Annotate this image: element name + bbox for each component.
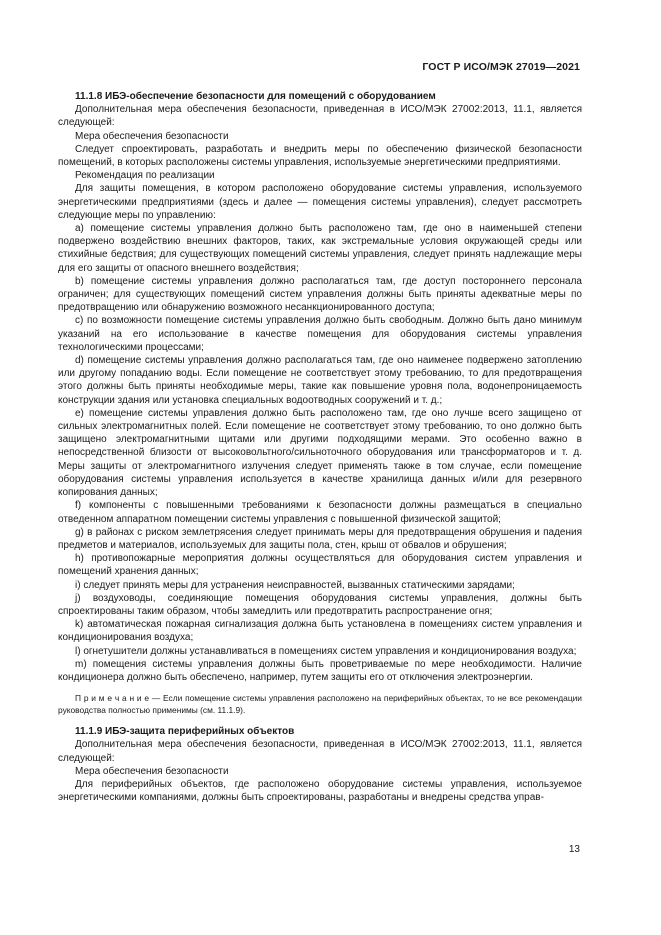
page-number: 13 (568, 844, 580, 855)
section-intro-2: Дополнительная мера обеспечения безопасности, приведенная в ИСО/МЭК 27002:2013, 11.1, является следующей: (58, 739, 582, 764)
measure-label-2: Мера обеспечения безопасности (75, 765, 229, 777)
list-item-h: h) противопожарные мероприятия должны осуществляться для оборудования систем управления и помещений хранения данных; (58, 553, 582, 578)
list-item-m: m) помещения системы управления должны быть проветриваемые по мере необходимости. Наличие кондиционера должно быть обеспечено, например, путем защиты его от отключения электроэнергии. (58, 658, 582, 683)
measure-text-2: Для периферийных объектов, где расположено оборудование системы управления, используемое энергетическими компаниями, должны быть спроектированы, разработаны и внедрены средства управ- (58, 778, 582, 804)
list-item-d: d) помещение системы управления должно располагаться там, где оно наименее подвержено затоплению или другому попаданию воды. Если помещение не соответствует этому требованию, то для предотвращения этого должны быть приняты необходимые меры, такие как повышение уровня пола, водонепроницаемость конструкции здания или установка специальных водоотводных сооружений и т. д.; (58, 355, 582, 406)
list-item-g: g) в районах с риском землетрясения следует принимать меры для предотвращения обрушения и падения предметов и материалов, используемых для защиты пола, стен, крыш от обвалов и обрушения; (58, 526, 582, 551)
list-item-e: e) помещение системы управления должно быть расположено там, где оно лучше всего защищено от сильных электромагнитных полей. Если помещение не соответствует этому требованию, то оно должно быть защищено электромагнитными щитами или другими подходящими мерами. Это особенно важно в непосредственной близости от высоковольтного/сильноточного оборудования или трансформаторов и т. д. Меры защиты от электромагнитного излучения следует применять также в том случае, если помещение оборудования системы управления используется в качестве хранилища данных и/или для резервного копирования данных; (58, 407, 582, 499)
note-paragraph: П р и м е ч а н и е — Если помещение системы управления расположено на периферийных объектах, то не все рекомендации руководства полностью применимы (см. 11.1.9). (58, 693, 582, 716)
list-item-b: b) помещение системы управления должно располагаться там, где доступ постороннего персонала ограничен; для существующих помещений систем управления должны быть приняты адекватные меры по предотвращению или обнаружению возможного несанкционированного доступа; (58, 275, 582, 314)
recommendation-label: Рекомендация по реализации (75, 170, 215, 182)
section-heading-11-1-8: 11.1.8 ИБЭ-обеспечение безопасности для помещений с оборудованием (75, 91, 436, 102)
list-item-a: a) помещение системы управления должно быть расположено там, где оно в наименьшей степени подвержено воздействию внешних факторов, таких, как экстремальные условия окружающей среды или стихийные бедствия; для существующих помещений системы управления, следует принять надлежащие меры для его защиты от опасного внешнего воздействия; (58, 223, 582, 274)
list-item-j: j) воздуховоды, соединяющие помещения оборудования системы управления, должны быть спроектированы таким образом, чтобы замедлить или предотвратить распространение огня; (58, 592, 582, 617)
section-heading-11-1-9: 11.1.9 ИБЭ-защита периферийных объектов (75, 726, 295, 738)
document-body (58, 90, 582, 804)
section-intro: Дополнительная мера обеспечения безопасности, приведенная в ИСО/МЭК 27002:2013, 11.1, является следующей: (58, 104, 582, 129)
measure-label: Мера обеспечения безопасности (75, 130, 229, 142)
recommendation-text: Для защиты помещения, в котором расположено оборудование системы управления, используемого энергетическими предприятиями (здесь и далее — помещения системы управления), следует рассмотреть следующие меры по управлению: (58, 183, 582, 221)
list-item-c: c) по возможности помещение системы управления должно быть свободным. Должно быть дано минимум указаний на его использование в качестве помещения для оборудования системы управления технологическими процессами; (58, 315, 582, 353)
list-item-f: f) компоненты с повышенными требованиями к безопасности должны размещаться в специально отведенном аппаратном помещении системы управления с повышенной физической защитой; (58, 500, 582, 525)
list-item-l: l) огнетушители должны устанавливаться в помещениях систем управления и кондиционирования воздуха; (75, 645, 577, 657)
list-item-i: i) следует принять меры для устранения неисправностей, вызванных статическими зарядами; (75, 579, 515, 591)
standard-designation: ГОСТ Р ИСО/МЭК 27019—2021 (422, 61, 580, 73)
measure-text: Следует спроектировать, разработать и внедрить меры по обеспечению физической безопасности помещений, в которых расположены системы управления, используемые энергетическими предприятиями. (58, 143, 582, 169)
list-item-k: k) автоматическая пожарная сигнализация должна быть установлена в помещениях систем управления и кондиционирования воздуха; (58, 619, 582, 644)
